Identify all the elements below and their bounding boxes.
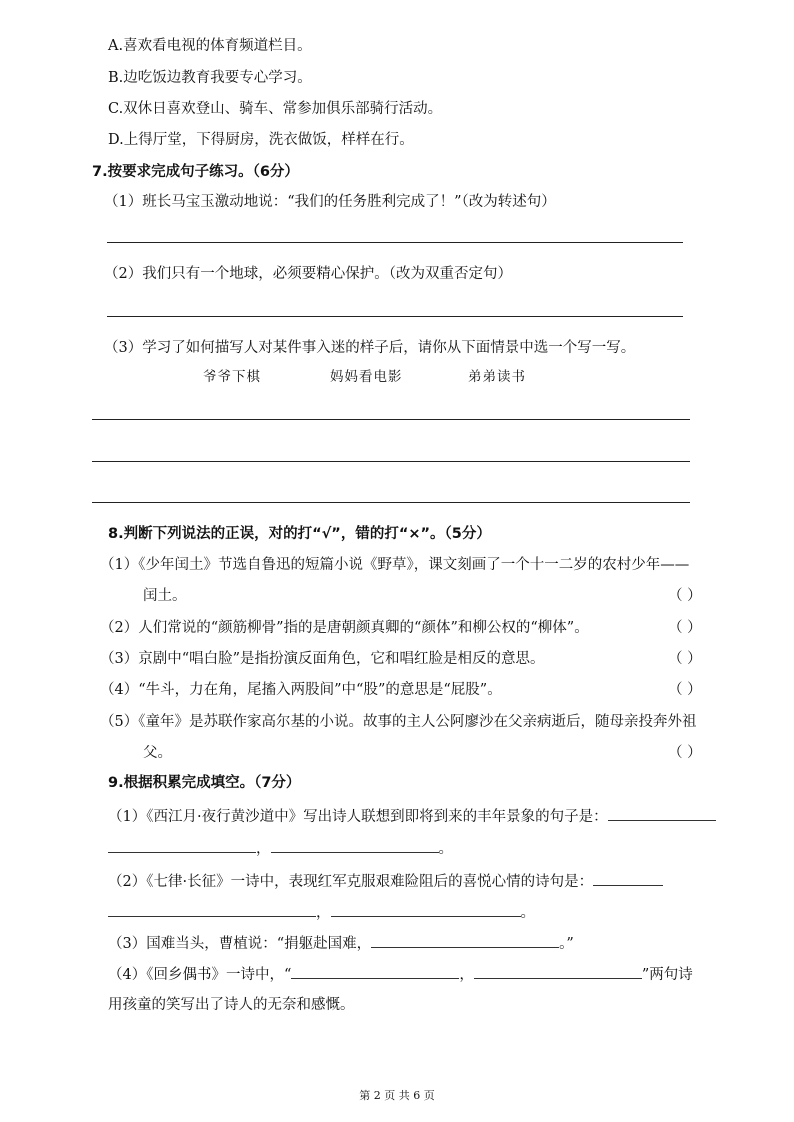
q9-item3-text: （3）国难当头，曹植说：“捐躯赴国难， — [108, 936, 372, 952]
option-b: B.边吃饭边教育我要专心学习。 — [108, 70, 312, 86]
q8-answer-5[interactable]: （ ） — [668, 745, 702, 761]
q9-item1-text: （1）《西江月·夜行黄沙道中》写出诗人联想到即将到来的丰年景象的句子是： — [108, 809, 608, 825]
q8-item5-line2: 父。 — [143, 745, 172, 761]
q8-answer-3[interactable]: （ ） — [668, 651, 702, 667]
q9-item4-text: （4）《回乡偶书》一诗中，“ — [108, 967, 292, 983]
q9-item2-period: 。 — [520, 905, 535, 921]
q8-title: 8.判断下列说法的正误，对的打“√”，错的打“×”。（5分） — [108, 526, 491, 542]
q9-item3-end: 。” — [559, 936, 574, 952]
q9-item2-cont — [108, 902, 535, 923]
q9-item2-blank-2[interactable] — [108, 902, 316, 917]
q9-item4-line2: 用孩童的笑写出了诗人的无奈和感慨。 — [108, 997, 355, 1013]
q9-item2-text: （2）《七律·长征》一诗中，表现红军克服艰难险阻后的喜悦心情的诗句是： — [108, 874, 594, 890]
q7-scene-2: 妈妈看电影 — [330, 369, 403, 385]
q9-item4 — [108, 964, 693, 985]
q7-writing-line-1[interactable] — [92, 419, 690, 420]
option-d: D.上得厅堂，下得厨房，洗衣做饭，样样在行。 — [108, 132, 414, 148]
q9-item1 — [108, 806, 716, 827]
q8-item1-line2: 闰土。 — [143, 588, 187, 604]
q8-answer-1[interactable]: （ ） — [668, 588, 702, 604]
q8-answer-2[interactable]: （ ） — [668, 620, 702, 636]
q8-item5-line1: （5）《童年》是苏联作家高尔基的小说。故事的主人公阿廖沙在父亲病逝后，随母亲投奔外祖 — [100, 714, 697, 730]
q8-item4: （4）“牛斗，力在角，尾搐入两股间”中“股”的意思是“屁股”。 — [100, 682, 502, 698]
q9-item2-blank-3[interactable] — [331, 902, 521, 917]
q9-item2-comma: ， — [316, 905, 331, 921]
q7-writing-line-2[interactable] — [92, 461, 690, 462]
page-footer: 第 2 页 共 6 页 — [359, 1089, 435, 1102]
q9-item1-blank-1[interactable] — [608, 806, 716, 821]
q9-item1-cont — [108, 838, 453, 859]
q7-item1: （1）班长马宝玉激动地说：“我们的任务胜利完成了！”（改为转述句） — [104, 194, 556, 210]
q8-answer-4[interactable]: （ ） — [668, 682, 702, 698]
q8-item2: （2）人们常说的“颜筋柳骨”指的是唐朝颜真卿的“颜体”和柳公权的“柳体”。 — [100, 620, 589, 636]
q9-item2 — [108, 871, 663, 892]
q7-title: 7.按要求完成句子练习。（6分） — [92, 164, 299, 180]
q7-writing-line-3[interactable] — [92, 502, 690, 503]
q9-item2-blank-1[interactable] — [593, 871, 663, 886]
q9-title: 9.根据积累完成填空。（7分） — [108, 775, 301, 791]
q9-item3-blank[interactable] — [371, 933, 559, 948]
q7-item3: （3）学习了如何描写人对某件事入迷的样子后，请你从下面情景中选一个写一写。 — [104, 340, 636, 356]
q9-item1-comma: ， — [256, 841, 271, 857]
q9-item4-comma: ， — [459, 967, 474, 983]
q9-item1-blank-2[interactable] — [108, 838, 256, 853]
q7-answer-line-2[interactable] — [107, 316, 683, 317]
q7-scene-3: 弟弟读书 — [468, 369, 526, 385]
q9-item4-blank-2[interactable] — [474, 964, 642, 979]
option-a: A.喜欢看电视的体育频道栏目。 — [108, 38, 312, 54]
q7-answer-line-1[interactable] — [107, 242, 683, 243]
option-c: C.双休日喜欢登山、骑车、常参加俱乐部骑行活动。 — [108, 101, 443, 117]
q9-item1-period: 。 — [438, 841, 453, 857]
q8-item1-line1: （1）《少年闰土》节选自鲁迅的短篇小说《野草》，课文刻画了一个十一二岁的农村少年—— — [100, 557, 690, 573]
q9-item3 — [108, 933, 574, 954]
q9-item4-end: ”两句诗 — [641, 967, 693, 983]
q9-item4-blank-1[interactable] — [291, 964, 459, 979]
q7-item2: （2）我们只有一个地球，必须要精心保护。（改为双重否定句） — [104, 266, 512, 282]
q8-item3: （3）京剧中“唱白脸”是指扮演反面角色，它和唱红脸是相反的意思。 — [100, 651, 545, 667]
q9-item1-blank-3[interactable] — [271, 838, 439, 853]
q7-scene-1: 爷爷下棋 — [203, 369, 261, 385]
